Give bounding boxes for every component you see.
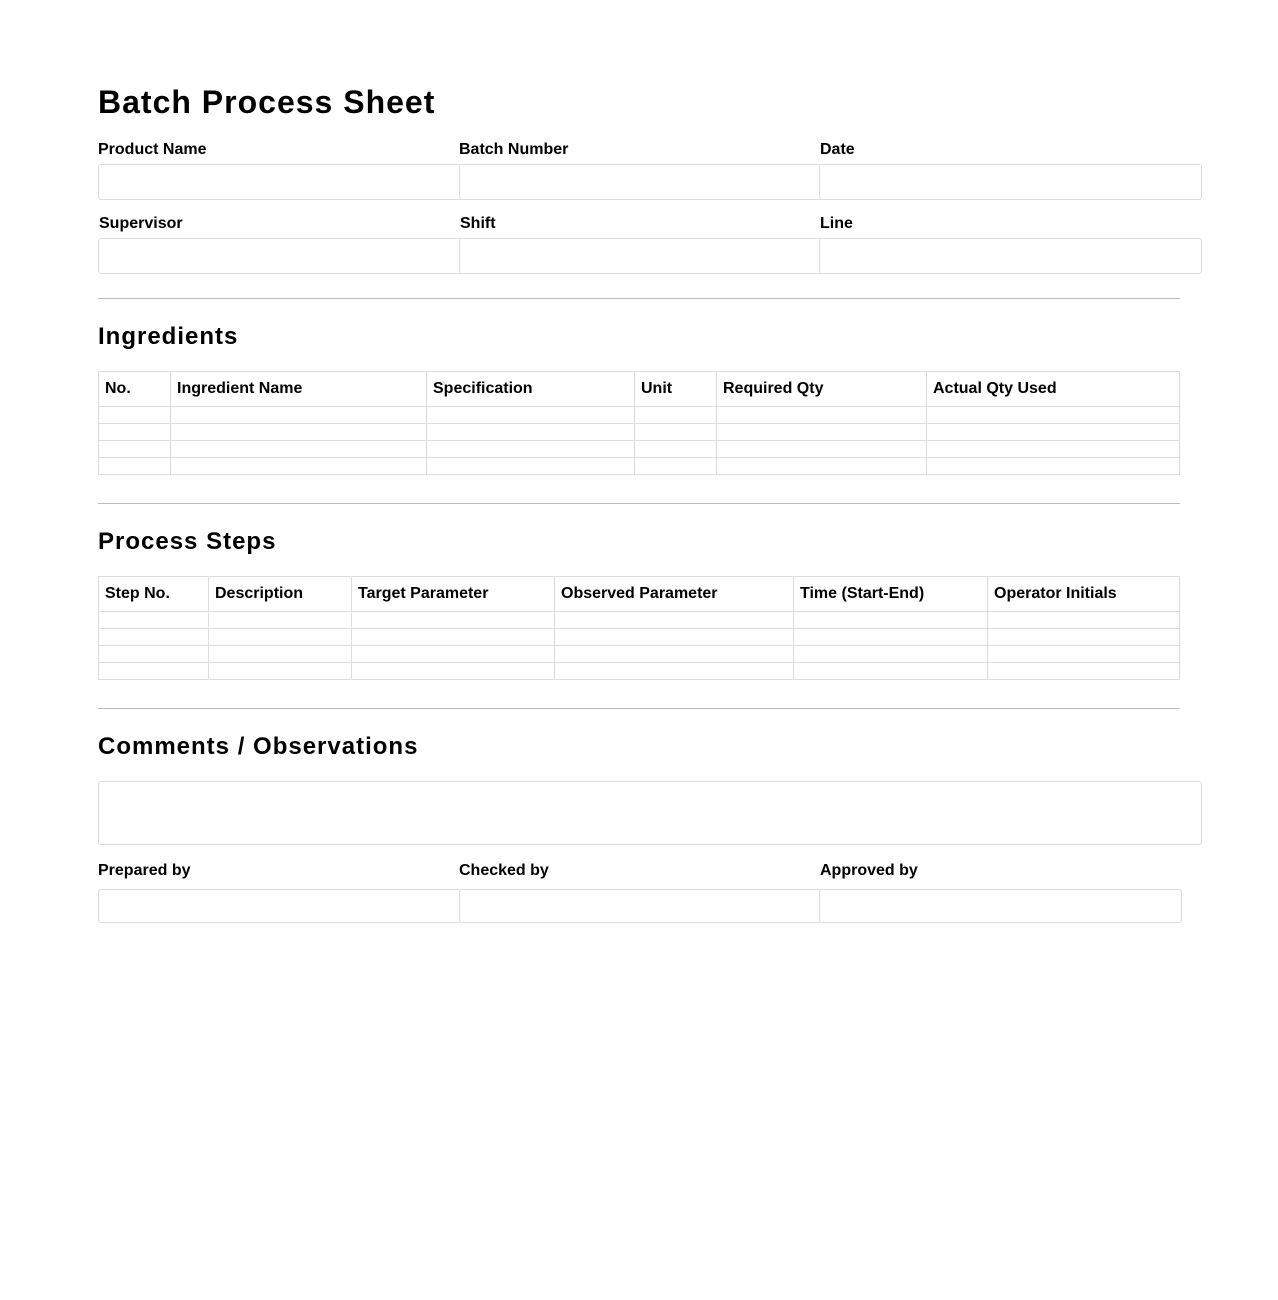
table-row [99,663,1180,680]
table-cell[interactable] [171,441,427,458]
table-cell[interactable] [209,646,352,663]
table-cell[interactable] [927,441,1180,458]
table-cell[interactable] [99,663,209,680]
table-cell[interactable] [794,612,988,629]
table-cell[interactable] [427,407,635,424]
table-cell[interactable] [352,612,555,629]
date-input[interactable] [819,164,1202,200]
table-cell[interactable] [99,629,209,646]
prepared-by-label: Prepared by [98,862,191,879]
table-cell[interactable] [555,629,794,646]
table-cell[interactable] [99,612,209,629]
column-header: Description [209,577,352,612]
table-row [99,424,1180,441]
table-cell[interactable] [427,424,635,441]
table-cell[interactable] [988,629,1180,646]
column-header: Unit [635,372,717,407]
table-cell[interactable] [988,612,1180,629]
table-cell[interactable] [555,612,794,629]
supervisor-label: Supervisor [99,215,183,232]
table-cell[interactable] [555,663,794,680]
divider [98,503,1180,504]
table-cell[interactable] [717,458,927,475]
table-cell[interactable] [717,441,927,458]
table-cell[interactable] [635,407,717,424]
table-row [99,407,1180,424]
column-header: Actual Qty Used [927,372,1180,407]
approved-by-input[interactable] [819,889,1182,923]
approved-by-label: Approved by [820,862,918,879]
page-title: Batch Process Sheet [98,84,436,120]
column-header: Ingredient Name [171,372,427,407]
table-cell[interactable] [209,612,352,629]
ingredients-rows[interactable] [99,407,1180,475]
product-name-label: Product Name [98,141,207,158]
shift-label: Shift [460,215,496,232]
process-steps-table [98,576,1180,680]
shift-input[interactable] [459,238,842,274]
table-cell[interactable] [555,646,794,663]
table-cell[interactable] [209,629,352,646]
table-row [99,458,1180,475]
table-row [99,441,1180,458]
table-cell[interactable] [635,458,717,475]
comments-textarea[interactable] [98,781,1202,845]
table-cell[interactable] [988,663,1180,680]
table-cell[interactable] [794,629,988,646]
table-cell[interactable] [717,407,927,424]
table-cell[interactable] [427,441,635,458]
table-cell[interactable] [794,646,988,663]
checked-by-input[interactable] [459,889,822,923]
process-steps-heading: Process Steps [98,528,277,555]
ingredients-heading: Ingredients [98,323,239,350]
column-header: Step No. [99,577,209,612]
comments-heading: Comments / Observations [98,733,419,760]
process-steps-rows[interactable] [99,612,1180,680]
table-cell[interactable] [209,663,352,680]
checked-by-label: Checked by [459,862,549,879]
table-cell[interactable] [717,424,927,441]
line-input[interactable] [819,238,1202,274]
date-label: Date [820,141,855,158]
column-header: Target Parameter [352,577,555,612]
column-header: Required Qty [717,372,927,407]
table-header-row [99,577,1180,612]
divider [98,708,1180,709]
line-label: Line [820,215,853,232]
table-cell[interactable] [99,646,209,663]
table-row [99,629,1180,646]
table-cell[interactable] [635,424,717,441]
table-cell[interactable] [99,458,171,475]
table-row [99,612,1180,629]
table-cell[interactable] [635,441,717,458]
table-cell[interactable] [99,424,171,441]
supervisor-input[interactable] [98,238,481,274]
table-cell[interactable] [352,663,555,680]
table-cell[interactable] [927,458,1180,475]
prepared-by-input[interactable] [98,889,461,923]
table-row [99,646,1180,663]
divider [98,298,1180,299]
table-cell[interactable] [99,407,171,424]
column-header: Time (Start-End) [794,577,988,612]
table-cell[interactable] [927,424,1180,441]
table-cell[interactable] [171,458,427,475]
table-cell[interactable] [988,646,1180,663]
table-cell[interactable] [427,458,635,475]
table-cell[interactable] [99,441,171,458]
table-header-row [99,372,1180,407]
column-header: No. [99,372,171,407]
batch-number-input[interactable] [459,164,842,200]
column-header: Operator Initials [988,577,1180,612]
column-header: Observed Parameter [555,577,794,612]
batch-number-label: Batch Number [459,141,569,158]
table-cell[interactable] [171,407,427,424]
table-cell[interactable] [171,424,427,441]
column-header: Specification [427,372,635,407]
ingredients-table [98,371,1180,475]
product-name-input[interactable] [98,164,481,200]
table-cell[interactable] [927,407,1180,424]
table-cell[interactable] [352,629,555,646]
table-cell[interactable] [352,646,555,663]
table-cell[interactable] [794,663,988,680]
